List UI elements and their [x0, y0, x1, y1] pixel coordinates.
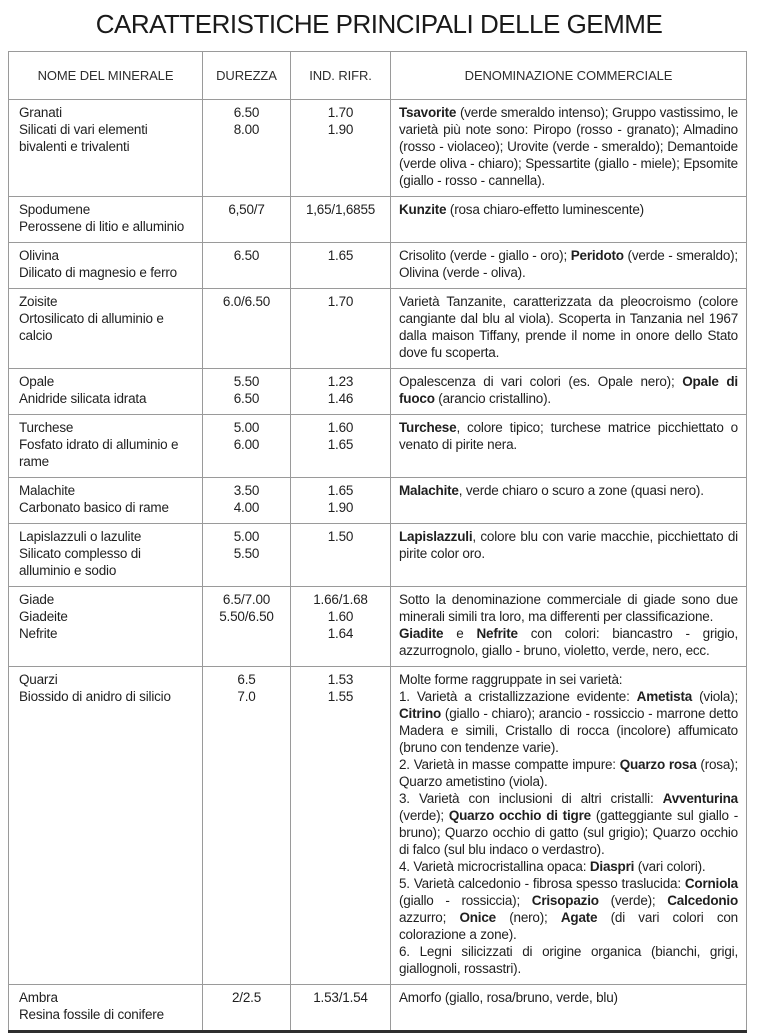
commercial-paragraph: [399, 858, 738, 875]
durezza-value: 5.00: [233, 420, 260, 435]
durezza-value: 5.50/6.50: [219, 609, 274, 624]
commercial-text: (verde smeraldo intenso); Gruppo vastissimo, le varietà più note sono: Piropo (rosso - granato); Almadino (rosso - violaceo); Urovite (verde - smeraldo); Demantoide (verde oliva - chiaro); Spessartite (giallo - miele); Epsomite (giallo - rosso - cannella).: [399, 105, 738, 188]
commercial-text: Diaspri: [589, 859, 635, 874]
commercial-text: (giallo - chiaro); arancio - rossiccio - marrone detto Madera e simili, Cristallo di rocca (incolore) affumicato (bruno con tendenze varie).: [399, 706, 738, 755]
commercial-text: Crisolito (verde - giallo - oro);: [399, 248, 571, 263]
commercial-text: Agate: [560, 910, 598, 925]
commercial-text: (verde);: [598, 893, 668, 908]
commercial-text: Peridoto: [570, 248, 624, 263]
ind-rifr-value: 1.66/1.68: [313, 592, 368, 607]
table-row: [9, 415, 747, 478]
page-title: CARATTERISTICHE PRINCIPALI DELLE GEMME: [95, 9, 663, 39]
ind-rifr-value: 1.70: [327, 294, 354, 309]
table-row: [9, 587, 747, 667]
commercial-cell: [391, 289, 747, 369]
commercial-text: Opale di fuoco: [399, 374, 738, 406]
commercial-text: Quarzo rosa: [619, 757, 697, 772]
commercial-text: Kunzite: [399, 202, 447, 217]
commercial-text: Opalescenza di vari colori (es. Opale nero);: [399, 374, 683, 389]
durezza-cell: [203, 587, 291, 667]
durezza-value: 6.50: [233, 105, 260, 120]
commercial-cell: [391, 587, 747, 667]
ind-rifr-value: 1.65: [327, 437, 354, 452]
ind-rifr-value: 1.60: [327, 609, 354, 624]
ind-rifr-value: 1.64: [327, 626, 354, 641]
commercial-text: Lapislazzuli: [399, 529, 473, 544]
ind-rifr-value: 1.65: [327, 483, 354, 498]
durezza-cell: [203, 478, 291, 524]
commercial-cell: [391, 985, 747, 1032]
commercial-text: Citrino: [399, 706, 442, 721]
commercial-paragraph: [399, 875, 738, 943]
mineral-description: Biossido di anidro di silicio: [19, 689, 171, 704]
mineral-description: Ortosilicato di alluminio e calcio: [19, 311, 164, 343]
commercial-text: 1. Varietà a cristallizzazione evidente:: [399, 689, 637, 704]
commercial-text: Molte forme raggruppate in sei varietà:: [399, 672, 623, 687]
ind-rifr-value: 1.53/1.54: [313, 990, 368, 1005]
durezza-cell: [203, 100, 291, 197]
ind-rifr-cell: [291, 985, 391, 1032]
commercial-cell: [391, 100, 747, 197]
mineral-name-cell: [9, 524, 203, 587]
mineral-name-cell: [9, 415, 203, 478]
commercial-text: Turchese: [399, 420, 457, 435]
commercial-text: Crisopazio: [531, 893, 599, 908]
ind-rifr-value: 1,65/1,6855: [305, 202, 376, 217]
commercial-text: (nero);: [495, 910, 561, 925]
commercial-cell: [391, 197, 747, 243]
ind-rifr-value: 1.23: [327, 374, 354, 389]
commercial-text: Giadite: [399, 626, 444, 641]
durezza-value: 5.00: [233, 529, 260, 544]
mineral-name: Granati: [19, 105, 62, 120]
commercial-paragraph: [399, 943, 738, 977]
ind-rifr-value: 1.60: [327, 420, 354, 435]
durezza-value: 6.00: [233, 437, 260, 452]
ind-rifr-value: 1.55: [327, 689, 354, 704]
table-row: [9, 289, 747, 369]
commercial-text: (verde - smeraldo); Olivina (verde - oliva).: [399, 248, 738, 280]
durezza-value: 3.50: [233, 483, 260, 498]
durezza-value: 6.0/6.50: [222, 294, 271, 309]
ind-rifr-value: 1.65: [327, 248, 354, 263]
commercial-text: e: [443, 626, 477, 641]
mineral-name-cell: [9, 243, 203, 289]
commercial-paragraph: [399, 756, 738, 790]
commercial-text: azzurro;: [399, 910, 460, 925]
ind-rifr-cell: [291, 289, 391, 369]
mineral-description: Silicati di vari elementi bivalenti e trivalenti: [19, 122, 148, 154]
table-row: [9, 524, 747, 587]
ind-rifr-cell: [291, 524, 391, 587]
ind-rifr-cell: [291, 415, 391, 478]
commercial-text: con colori: biancastro - grigio, azzurrognolo, giallo - bruno, violetto, verde, nero, ecc.: [399, 626, 738, 658]
commercial-cell: [391, 415, 747, 478]
mineral-name: Spodumene: [19, 202, 91, 217]
durezza-cell: [203, 243, 291, 289]
mineral-description: Resina fossile di conifere: [19, 1007, 164, 1022]
commercial-text: (rosa); Quarzo ametistino (viola).: [399, 757, 739, 789]
ind-rifr-cell: [291, 369, 391, 415]
commercial-text: Quarzo occhio di tigre: [448, 808, 591, 823]
commercial-cell: [391, 369, 747, 415]
commercial-paragraph: [399, 482, 738, 499]
commercial-paragraph: [399, 671, 738, 688]
commercial-paragraph: [399, 293, 738, 361]
durezza-value: 8.00: [233, 122, 260, 137]
table-header-row: [9, 52, 747, 100]
durezza-value: 6.5/7.00: [222, 592, 271, 607]
gem-table-body: [9, 100, 747, 1032]
col-header-durezza: DUREZZA: [203, 52, 291, 100]
ind-rifr-value: 1.50: [327, 529, 354, 544]
col-header-denominazione: DENOMINAZIONE COMMERCIALE: [391, 52, 747, 100]
mineral-name: Nefrite: [19, 626, 58, 641]
mineral-description: Silicato complesso di alluminio e sodio: [19, 546, 141, 578]
commercial-text: , colore blu con varie macchie, picchiettato di pirite color oro.: [399, 529, 738, 561]
commercial-text: 6. Legni silicizzati di origine organica (bianchi, grigi, giallognoli, rossastri).: [399, 944, 738, 976]
durezza-cell: [203, 289, 291, 369]
commercial-paragraph: [399, 373, 738, 407]
mineral-name-cell: [9, 667, 203, 985]
table-row: [9, 100, 747, 197]
commercial-text: (viola);: [692, 689, 738, 704]
durezza-value: 6.50: [233, 391, 260, 406]
ind-rifr-cell: [291, 243, 391, 289]
commercial-text: Avventurina: [662, 791, 738, 806]
commercial-text: 2. Varietà in masse compatte impure:: [399, 757, 620, 772]
table-row: [9, 478, 747, 524]
mineral-description: Anidride silicata idrata: [19, 391, 147, 406]
commercial-text: 4. Varietà microcristallina opaca:: [399, 859, 590, 874]
table-row: [9, 369, 747, 415]
commercial-cell: [391, 243, 747, 289]
ind-rifr-cell: [291, 197, 391, 243]
ind-rifr-value: 1.70: [327, 105, 354, 120]
commercial-paragraph: [399, 201, 738, 218]
commercial-text: 5. Varietà calcedonio - fibrosa spesso traslucida:: [399, 876, 685, 891]
mineral-name-cell: [9, 197, 203, 243]
commercial-text: (rosa chiaro-effetto luminescente): [446, 202, 644, 217]
commercial-paragraph: [399, 625, 738, 659]
commercial-text: (vari colori).: [634, 859, 706, 874]
mineral-name-cell: [9, 985, 203, 1032]
commercial-text: Calcedonio: [667, 893, 739, 908]
ind-rifr-value: 1.53: [327, 672, 354, 687]
commercial-cell: [391, 478, 747, 524]
mineral-description: Carbonato basico di rame: [19, 500, 169, 515]
commercial-text: (verde);: [399, 808, 449, 823]
durezza-value: 7.0: [237, 689, 256, 704]
mineral-name-cell: [9, 369, 203, 415]
commercial-paragraph: [399, 688, 738, 756]
commercial-text: Nefrite: [476, 626, 518, 641]
ind-rifr-cell: [291, 667, 391, 985]
durezza-cell: [203, 415, 291, 478]
commercial-text: Sotto la denominazione commerciale di giade sono due minerali simili tra loro, ma differenti per classificazione.: [399, 592, 738, 624]
mineral-description: Dilicato di magnesio e ferro: [19, 265, 177, 280]
table-row: [9, 197, 747, 243]
commercial-paragraph: [399, 989, 738, 1006]
table-row: [9, 243, 747, 289]
durezza-value: 4.00: [233, 500, 260, 515]
mineral-name: Quarzi: [19, 672, 58, 687]
durezza-cell: [203, 197, 291, 243]
commercial-cell: [391, 667, 747, 985]
commercial-paragraph: [399, 419, 738, 453]
mineral-name: Ambra: [19, 990, 58, 1005]
ind-rifr-value: 1.90: [327, 500, 354, 515]
durezza-cell: [203, 667, 291, 985]
table-row: [9, 985, 747, 1032]
mineral-name-cell: [9, 289, 203, 369]
mineral-name: Giadeite: [19, 609, 68, 624]
mineral-name: Lapislazzuli o lazulite: [19, 529, 142, 544]
durezza-value: 5.50: [233, 374, 260, 389]
durezza-cell: [203, 524, 291, 587]
table-row: [9, 667, 747, 985]
durezza-cell: [203, 369, 291, 415]
commercial-text: Varietà Tanzanite, caratterizzata da pleocroismo (colore cangiante dal blu al viola). Scoperta in Tanzania nel 1967 dalla maison Tiffany, prende il nome in onore dello Stato dove fu scoperta.: [399, 294, 738, 360]
commercial-paragraph: [399, 790, 738, 858]
gem-table: [8, 51, 747, 1033]
commercial-paragraph: [399, 528, 738, 562]
mineral-name: Malachite: [19, 483, 75, 498]
commercial-paragraph: [399, 247, 738, 281]
commercial-text: (giallo - rossiccia);: [399, 893, 532, 908]
mineral-name: Giade: [19, 592, 55, 607]
commercial-text: Ametista: [636, 689, 693, 704]
durezza-value: 2/2.5: [231, 990, 262, 1005]
commercial-paragraph: [399, 104, 738, 189]
commercial-text: 3. Varietà con inclusioni di altri cristalli:: [399, 791, 663, 806]
durezza-value: 6.50: [233, 248, 260, 263]
mineral-name: Turchese: [19, 420, 74, 435]
ind-rifr-cell: [291, 100, 391, 197]
commercial-text: (di vari colori con colorazione a zone).: [399, 910, 738, 942]
commercial-text: , colore tipico; turchese matrice picchiettato o venato di pirite nera.: [399, 420, 738, 452]
durezza-cell: [203, 985, 291, 1032]
col-header-mineral: NOME DEL MINERALE: [9, 52, 203, 100]
commercial-text: (arancio cristallino).: [434, 391, 551, 406]
col-header-ind-rifr: IND. RIFR.: [291, 52, 391, 100]
mineral-name: Olivina: [19, 248, 59, 263]
commercial-text: Tsavorite: [399, 105, 457, 120]
durezza-value: 5.50: [233, 546, 260, 561]
mineral-name-cell: [9, 478, 203, 524]
durezza-value: 6,50/7: [228, 202, 265, 217]
commercial-text: Onice: [459, 910, 496, 925]
ind-rifr-cell: [291, 587, 391, 667]
commercial-cell: [391, 524, 747, 587]
commercial-text: Malachite: [399, 483, 459, 498]
ind-rifr-cell: [291, 478, 391, 524]
mineral-name-cell: [9, 100, 203, 197]
ind-rifr-value: 1.90: [327, 122, 354, 137]
commercial-text: , verde chiaro o scuro a zone (quasi nero).: [458, 483, 704, 498]
durezza-value: 6.5: [237, 672, 256, 687]
mineral-name: Opale: [19, 374, 55, 389]
commercial-paragraph: [399, 591, 738, 625]
ind-rifr-value: 1.46: [327, 391, 354, 406]
mineral-description: Fosfato idrato di alluminio e rame: [19, 437, 179, 469]
mineral-name-cell: [9, 587, 203, 667]
commercial-text: Amorfo (giallo, rosa/bruno, verde, blu): [399, 990, 618, 1005]
mineral-description: Perossene di litio e alluminio: [19, 219, 185, 234]
commercial-text: Corniola: [684, 876, 738, 891]
commercial-text: (gatteggiante sul giallo - bruno); Quarzo occhio di gatto (sul grigio); Quarzo occhio di falco (sul blu indaco o verdastro).: [399, 808, 738, 857]
mineral-name: Zoisite: [19, 294, 58, 309]
